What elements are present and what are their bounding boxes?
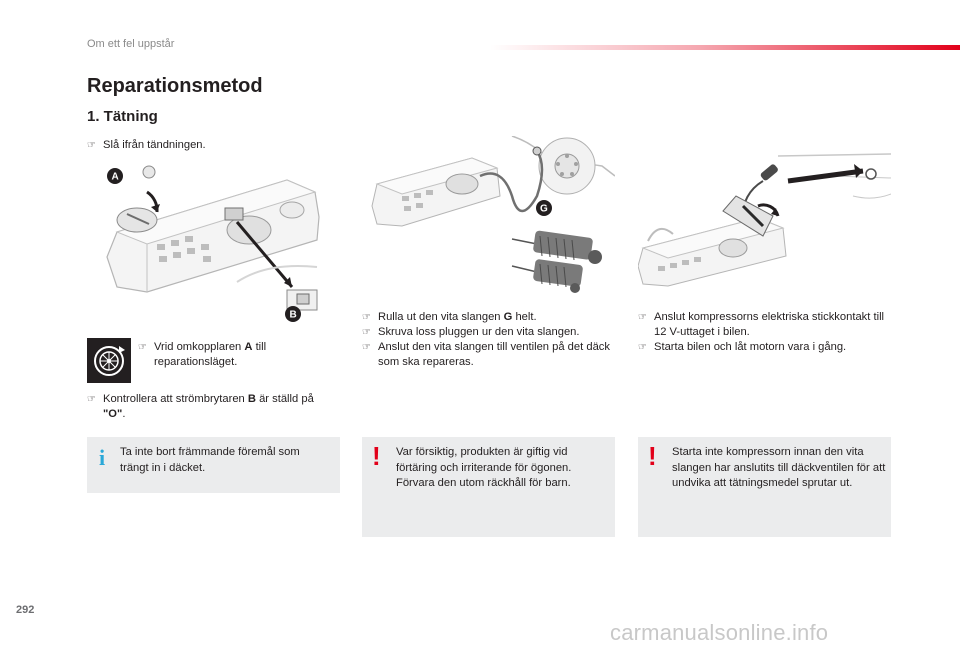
warning-text-toxic: Var försiktig, produkten är giftig vid förtäring och irriterande för ögonen. Förvara den utom räckhåll för barn. — [396, 446, 572, 489]
page-title: Reparationsmetod — [87, 75, 263, 97]
watermark: carmanualsonline.info — [610, 620, 829, 645]
section-subtitle: 1. Tätning — [87, 108, 158, 125]
step-connect-hose: ☞ Anslut den vita slangen till ventilen på det däck som ska repareras. — [362, 341, 610, 368]
compressor-illustration-plug — [638, 136, 891, 304]
step-connect-power-plug: ☞ Anslut kompressorns elektriska stickkontakt till 12 V-uttaget i bilen. — [638, 311, 885, 338]
hand-pointer-icon: ☞ — [362, 312, 371, 323]
warning-box-toxic — [362, 437, 615, 537]
power-steps — [638, 310, 890, 355]
compressor-illustration-hose — [362, 136, 615, 304]
hose-steps — [362, 310, 614, 370]
repair-mode-dial-icon — [87, 338, 131, 383]
info-note-box — [87, 437, 340, 493]
step-check-switch-b: ☞ Kontrollera att strömbrytaren B är ställd på "O". — [87, 393, 314, 420]
hand-pointer-icon: ☞ — [87, 140, 96, 151]
warning-text-compressor: Starta inte kompressorn innan den vita slangen har anslutits till däckventilen för att undvika att tätningsmedel sprutar ut. — [672, 446, 886, 489]
exclamation-icon: ! — [648, 441, 657, 471]
callout-a-label: A — [111, 171, 119, 183]
info-note-text: Ta inte bort främmande föremål som trängt in i däcket. — [120, 446, 300, 474]
step-unscrew-plug: ☞ Skruva loss pluggen ur den vita slangen. — [362, 326, 580, 338]
step-rotate-switch-a: ☞ Vrid omkopplaren A till reparationsläget. — [138, 341, 267, 368]
hand-pointer-icon: ☞ — [138, 342, 147, 353]
hand-pointer-icon: ☞ — [362, 327, 371, 338]
callout-g-label: G — [540, 203, 548, 215]
step-unroll-hose: ☞ Rulla ut den vita slangen G helt. — [362, 311, 537, 323]
hand-pointer-icon: ☞ — [362, 342, 371, 353]
step-start-engine: ☞ Starta bilen och låt motorn vara i gång. — [638, 341, 847, 353]
info-icon: i — [99, 445, 106, 470]
step-turn-off-ignition: ☞ Slå ifrån tändningen. — [87, 139, 206, 151]
hand-pointer-icon: ☞ — [638, 312, 647, 323]
page-number: 292 — [16, 604, 35, 616]
warning-box-compressor — [638, 437, 891, 537]
compressor-illustration-switches — [87, 162, 340, 325]
exclamation-icon: ! — [372, 441, 381, 471]
callout-b-label: B — [289, 309, 297, 321]
hand-pointer-icon: ☞ — [638, 342, 647, 353]
header-accent-line — [490, 45, 960, 50]
hand-pointer-icon: ☞ — [87, 394, 96, 405]
section-header: Om ett fel uppstår — [87, 38, 175, 50]
